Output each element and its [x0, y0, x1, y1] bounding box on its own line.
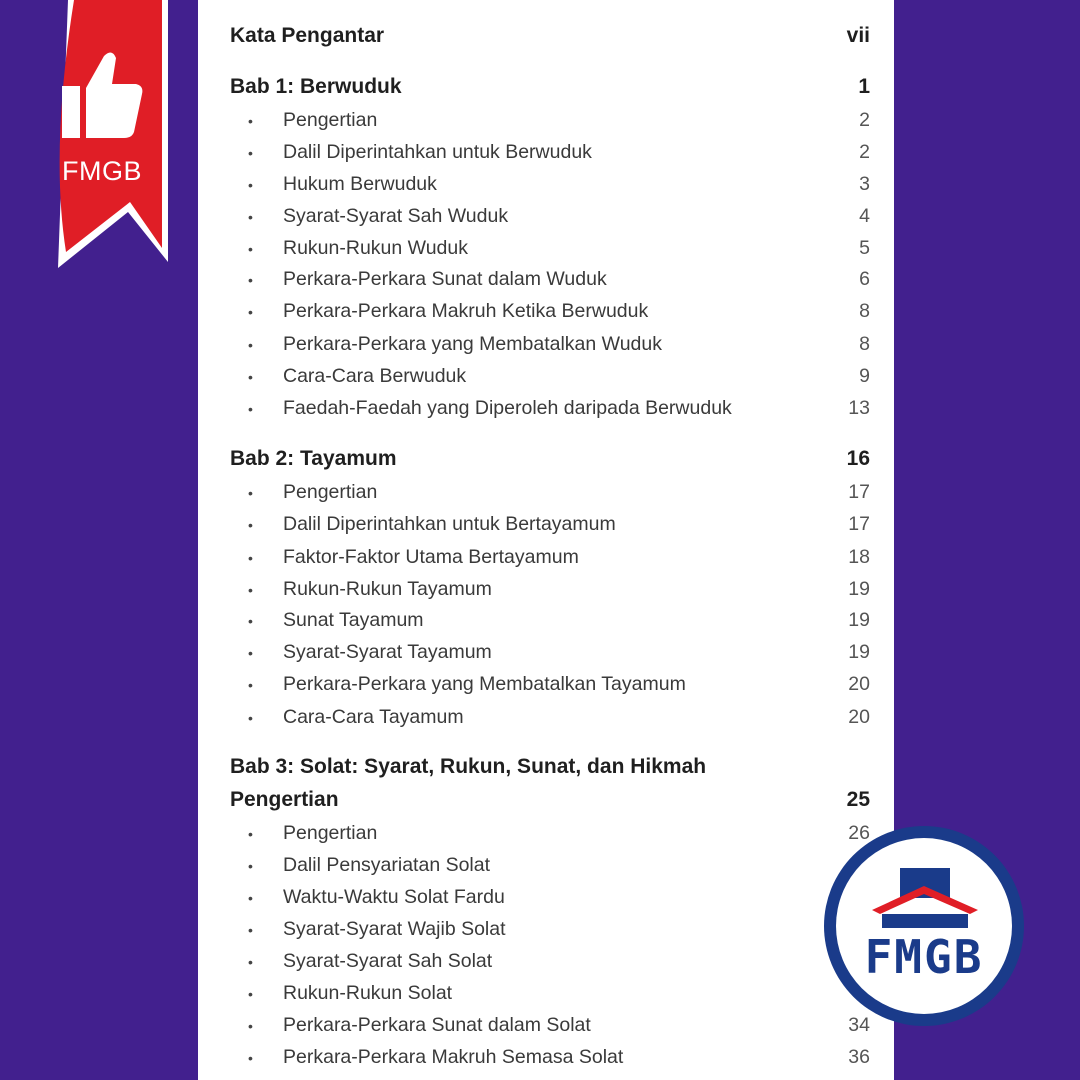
- toc-page-number: 19: [848, 609, 870, 631]
- bullet-icon: •: [248, 710, 253, 726]
- bullet-icon: •: [248, 337, 253, 353]
- toc-entry: [230, 641, 870, 664]
- toc-label: Rukun-Rukun Wuduk: [283, 237, 468, 259]
- bullet-icon: •: [248, 986, 253, 1002]
- toc-label: Syarat-Syarat Sah Solat: [283, 950, 493, 972]
- toc-entry: [230, 300, 870, 323]
- toc-label: Syarat-Syarat Sah Wuduk: [283, 205, 509, 227]
- toc-label: Perkara-Perkara Makruh Ketika Berwuduk: [283, 300, 649, 322]
- toc-page: [198, 0, 894, 1080]
- toc-page-number: 19: [848, 578, 870, 600]
- toc-label: Pengertian: [230, 788, 339, 811]
- toc-entry: [230, 109, 870, 132]
- toc-entry: [230, 609, 870, 632]
- toc-page-number: 17: [848, 481, 870, 503]
- toc-page-number: 34: [848, 1014, 870, 1036]
- toc-entry: [230, 1014, 870, 1037]
- toc-label: Faedah-Faedah yang Diperoleh daripada Berwuduk: [283, 397, 732, 419]
- toc-entry: [230, 481, 870, 504]
- toc-label: Perkara-Perkara Sunat dalam Wuduk: [283, 268, 607, 290]
- bullet-icon: •: [248, 613, 253, 629]
- bullet-icon: •: [248, 241, 253, 257]
- bullet-icon: •: [248, 272, 253, 288]
- toc-label: Pengertian: [283, 109, 378, 131]
- toc-page-number: 25: [846, 788, 870, 811]
- toc-label: Pengertian: [283, 822, 378, 844]
- toc-page-number: 19: [848, 641, 870, 663]
- toc-label: Cara-Cara Tayamum: [283, 706, 464, 728]
- bullet-icon: •: [248, 369, 253, 385]
- bullet-icon: •: [248, 677, 253, 693]
- toc-entry: [230, 950, 870, 973]
- toc-entry: [230, 268, 870, 291]
- toc-label: Perkara-Perkara Makruh Semasa Solat: [283, 1046, 624, 1068]
- toc-entry: [230, 578, 870, 601]
- bullet-icon: •: [248, 304, 253, 320]
- toc-label: Dalil Pensyariatan Solat: [283, 854, 491, 876]
- toc-entry: [230, 886, 870, 909]
- toc-page-number: 3: [859, 173, 870, 195]
- toc-entry: [230, 141, 870, 164]
- logo-label: FMGB: [864, 930, 984, 984]
- bullet-icon: •: [248, 1050, 253, 1066]
- toc-page-number: 4: [859, 205, 870, 227]
- toc-page-number: 6: [859, 268, 870, 290]
- toc-label: Rukun-Rukun Solat: [283, 982, 453, 1004]
- toc-label: Perkara-Perkara Sunat dalam Solat: [283, 1014, 591, 1036]
- toc-page-number: 2: [859, 141, 870, 163]
- toc-page-number: 8: [859, 333, 870, 355]
- bullet-icon: •: [248, 145, 253, 161]
- toc-page-number: 8: [859, 300, 870, 322]
- toc-label: Waktu-Waktu Solat Fardu: [283, 886, 505, 908]
- toc-label: Cara-Cara Berwuduk: [283, 365, 467, 387]
- bullet-icon: •: [248, 485, 253, 501]
- toc-page-number: 1: [858, 75, 870, 98]
- bullet-icon: •: [248, 582, 253, 598]
- bullet-icon: •: [248, 517, 253, 533]
- toc-heading: [230, 788, 870, 812]
- toc-label: Bab 3: Solat: Syarat, Rukun, Sunat, dan Hikmah: [230, 755, 707, 778]
- toc-page-number: 20: [848, 673, 870, 695]
- toc-entry: [230, 546, 870, 569]
- toc-label: Syarat-Syarat Tayamum: [283, 641, 492, 663]
- toc-heading: [230, 24, 870, 48]
- bullet-icon: •: [248, 922, 253, 938]
- toc-entry: [230, 822, 870, 845]
- toc-entry: [230, 397, 870, 420]
- toc-page-number: vii: [846, 24, 870, 47]
- toc-label: Bab 1: Berwuduk: [230, 75, 402, 98]
- bullet-icon: •: [248, 550, 253, 566]
- toc-label: Dalil Diperintahkan untuk Berwuduk: [283, 141, 592, 163]
- toc-label: Hukum Berwuduk: [283, 173, 437, 195]
- bullet-icon: •: [248, 401, 253, 417]
- toc-page-number: 16: [846, 447, 870, 470]
- ribbon-label: FMGB: [62, 156, 142, 186]
- toc-heading: [230, 447, 870, 471]
- toc-entry: [230, 173, 870, 196]
- toc-entry: [230, 365, 870, 388]
- toc-page-number: 36: [848, 1046, 870, 1068]
- toc-entry: [230, 673, 870, 696]
- toc-page-number: 20: [848, 706, 870, 728]
- toc-label: Syarat-Syarat Wajib Solat: [283, 918, 506, 940]
- bullet-icon: •: [248, 954, 253, 970]
- toc-page-number: 2: [859, 109, 870, 131]
- toc-label: Perkara-Perkara yang Membatalkan Wuduk: [283, 333, 662, 355]
- toc-label: Dalil Diperintahkan untuk Bertayamum: [283, 513, 616, 535]
- toc-page-number: 9: [859, 365, 870, 387]
- toc-entry: [230, 854, 870, 877]
- toc-entry: [230, 237, 870, 260]
- toc-page-number: 18: [848, 546, 870, 568]
- bullet-icon: •: [248, 826, 253, 842]
- toc-page-number: 5: [859, 237, 870, 259]
- bullet-icon: •: [248, 1018, 253, 1034]
- toc-entry: [230, 982, 870, 1005]
- toc-entry: [230, 513, 870, 536]
- toc-heading: [230, 75, 870, 99]
- toc-entry: [230, 205, 870, 228]
- toc-entry: [230, 333, 870, 356]
- bullet-icon: •: [248, 209, 253, 225]
- toc-entry: [230, 706, 870, 729]
- toc-page-number: 17: [848, 513, 870, 535]
- bullet-icon: •: [248, 113, 253, 129]
- thumbs-up-icon: [60, 48, 144, 140]
- toc-label: Kata Pengantar: [230, 24, 385, 47]
- bullet-icon: •: [248, 177, 253, 193]
- toc-entry: [230, 1046, 870, 1069]
- toc-label: Pengertian: [283, 481, 378, 503]
- toc-page-number: 13: [848, 397, 870, 419]
- toc-page-number: 26: [848, 822, 870, 844]
- bullet-icon: •: [248, 645, 253, 661]
- bullet-icon: •: [248, 858, 253, 874]
- toc-label: Perkara-Perkara yang Membatalkan Tayamum: [283, 673, 686, 695]
- toc-label: Faktor-Faktor Utama Bertayamum: [283, 546, 579, 568]
- toc-heading: [230, 755, 870, 779]
- toc-label: Sunat Tayamum: [283, 609, 424, 631]
- toc-label: Bab 2: Tayamum: [230, 447, 397, 470]
- toc-label: Rukun-Rukun Tayamum: [283, 578, 492, 600]
- bullet-icon: •: [248, 890, 253, 906]
- toc-entry: [230, 918, 870, 941]
- fmgb-round-logo: [820, 822, 1028, 1030]
